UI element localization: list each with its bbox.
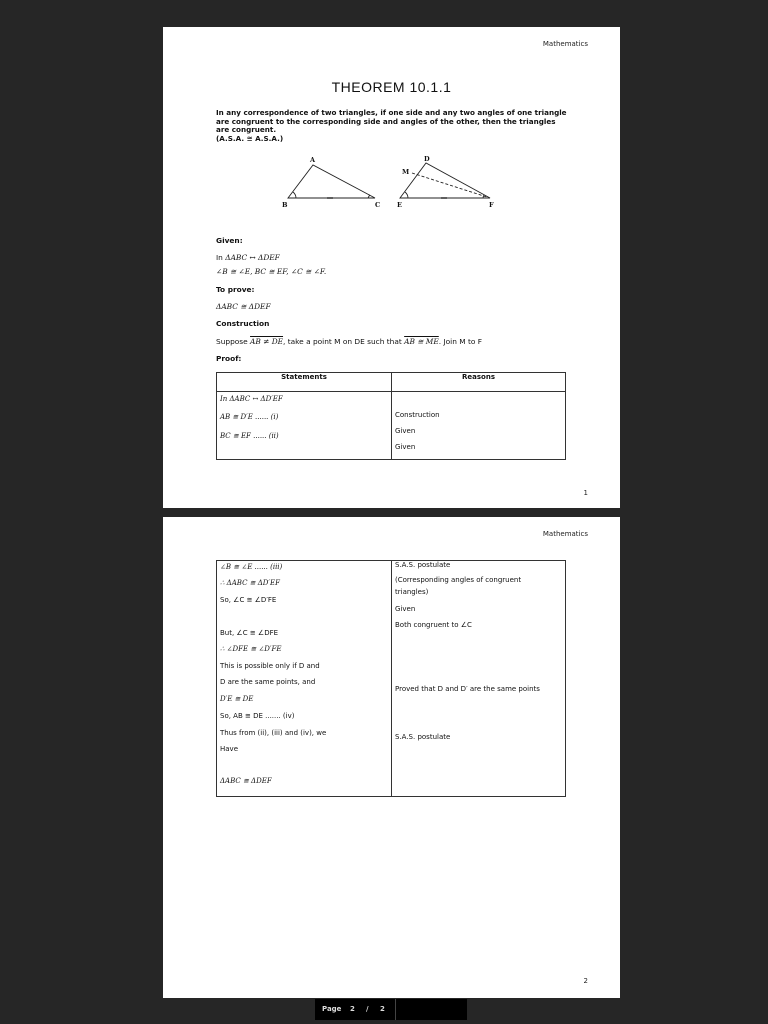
statement-row: AB ≅ D′E ...... (i) (220, 413, 279, 421)
statement-row: D′E ≅ DE (220, 695, 254, 703)
statement-row: D are the same points, and (220, 678, 316, 686)
reason-row: triangles) (395, 588, 429, 596)
page-label: Page (322, 1005, 342, 1013)
proof-table-continued (216, 560, 566, 797)
statement-row: Thus from (ii), (iii) and (iv), we (220, 729, 327, 737)
proof-table (216, 372, 566, 460)
to-prove-heading: To prove: (216, 285, 255, 294)
construction-heading: Construction (216, 319, 270, 328)
statement-row: So, AB ≅ DE ....... (iv) (220, 712, 295, 720)
theorem-statement: In any correspondence of two triangles, if one side and any two angles of one triangle are congruent to the corresponding side and angles of the other, then the triangles are congruent. (A.S.A. ≅ A.S.A.) (216, 108, 567, 143)
page-header: Mathematics (542, 530, 588, 538)
label-F: F (489, 201, 494, 209)
reason-row: (Corresponding angles of congruent (395, 576, 522, 584)
reason-row: S.A.S. postulate (395, 561, 451, 569)
statement-row: This is possible only if D and (220, 662, 320, 670)
page-number: 1 (583, 489, 588, 497)
page-number: 2 (583, 977, 588, 985)
label-M: M (402, 168, 410, 176)
statement-row: ∴ ∠DFE ≅ ∠D′FE (220, 645, 282, 653)
reason-row: Proved that D and D′ are the same points (395, 685, 540, 693)
reason-row: Construction (395, 411, 440, 419)
label-B: B (282, 201, 288, 209)
statement-row: In ΔABC ↔ ΔD′EF (220, 395, 283, 403)
given-line-1: In ΔABC ↔ ΔDEF (216, 253, 280, 262)
pager-divider (395, 999, 396, 1020)
page-header: Mathematics (542, 40, 588, 48)
label-E: E (397, 201, 402, 209)
label-A: A (310, 156, 316, 164)
page-separator: / (366, 1005, 369, 1013)
reason-row: Given (395, 605, 416, 613)
statement-row: ΔABC ≅ ΔDEF (220, 777, 272, 785)
column-header-statements: Statements (217, 373, 392, 392)
reason-row: Given (395, 427, 416, 435)
statement-row: BC ≅ EF ...... (ii) (220, 432, 279, 440)
document-page-2 (163, 517, 620, 998)
current-page-number[interactable]: 2 (350, 1005, 355, 1013)
statement-row: ∠B ≅ ∠E ...... (iii) (220, 563, 283, 571)
statement-row: Have (220, 745, 239, 753)
statement-row: But, ∠C ≅ ∠DFE (220, 629, 279, 637)
triangles-figure (273, 153, 513, 209)
statement-row: ∴ ΔABC ≅ ΔD′EF (220, 579, 280, 587)
document-page-1 (163, 27, 620, 508)
label-D: D (424, 155, 430, 163)
reason-row: Given (395, 443, 416, 451)
theorem-title: THEOREM 10.1.1 (331, 79, 452, 95)
label-C: C (375, 201, 381, 209)
given-heading: Given: (216, 236, 243, 245)
statement-row: So, ∠C ≅ ∠D′FE (220, 596, 277, 604)
given-line-2: ∠B ≅ ∠E, BC ≅ EF, ∠C ≅ ∠F. (216, 267, 327, 276)
construction-text: Suppose AB ≠ DE, take a point M on DE such that AB ≅ ME. Join M to F (216, 337, 482, 346)
postulate-label: (A.S.A. ≅ A.S.A.) (216, 133, 284, 143)
proof-heading: Proof: (216, 354, 242, 363)
total-pages: 2 (380, 1005, 385, 1013)
page-navigation-bar[interactable] (315, 999, 467, 1020)
reason-row: S.A.S. postulate (395, 733, 451, 741)
reason-row: Both congruent to ∠C (395, 621, 472, 629)
column-header-reasons: Reasons (392, 373, 566, 392)
to-prove-statement: ΔABC ≅ ΔDEF (216, 302, 271, 311)
